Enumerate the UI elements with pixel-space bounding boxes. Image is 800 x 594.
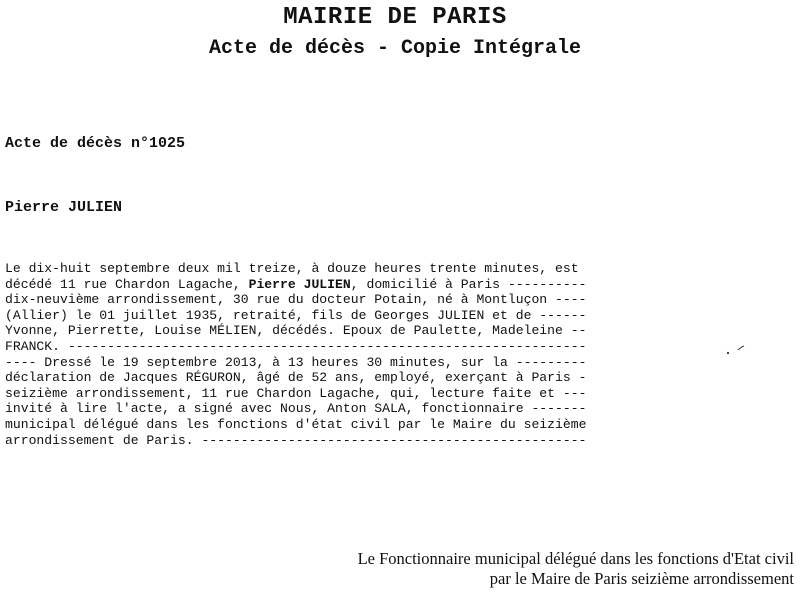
deceased-name: Pierre JULIEN — [5, 199, 123, 216]
body-line — [5, 386, 800, 402]
body-text-segment: seizième arrondissement, 11 rue Chardon Lagache, qui, lecture faite et --- — [5, 385, 587, 401]
body-line — [5, 370, 800, 386]
body-text-segment: Yvonne, Pierrette, Louise MÉLIEN, décédés. Epoux de Paulette, Madeleine -- — [5, 323, 587, 339]
page-title: MAIRIE DE PARIS — [283, 4, 507, 31]
body-text-segment: , domicilié à Paris ---------- — [350, 276, 587, 292]
body-line — [5, 261, 800, 277]
body-line — [5, 401, 800, 417]
body-name-emphasis: Pierre JULIEN — [248, 276, 351, 292]
certificate-body — [5, 261, 800, 448]
body-text-segment: FRANCK. ------------------------------------------------------------------ — [5, 338, 587, 354]
body-line — [5, 433, 800, 449]
body-line — [5, 277, 800, 293]
body-line — [5, 417, 800, 433]
document-subtitle: Acte de décès - Copie Intégrale — [208, 37, 582, 60]
body-text-segment: Le dix-huit septembre deux mil treize, à douze heures trente minutes, est — [5, 261, 579, 276]
act-number: Acte de décès n°1025 — [5, 135, 186, 152]
signature-block — [358, 549, 794, 589]
body-text-segment: municipal délégué dans les fonctions d'état civil par le Maire du seizième — [5, 416, 587, 432]
signature-line-1: Le Fonctionnaire municipal délégué dans les fonctions d'Etat civil — [357, 549, 794, 568]
body-line — [5, 339, 800, 355]
body-text-segment: déclaration de Jacques RÉGURON, âgé de 52 ans, employé, exerçant à Paris - — [5, 370, 587, 386]
signature-line-2: par le Maire de Paris seizième arrondissement — [489, 569, 794, 588]
body-line — [5, 292, 800, 308]
body-text-segment: ---- Dressé le 19 septembre 2013, à 13 heures 30 minutes, sur la --------- — [5, 354, 587, 370]
body-text-segment: invité à lire l'acte, a signé avec Nous, Anton SALA, fonctionnaire ------- — [5, 401, 587, 417]
body-text-segment: dix-neuvième arrondissement, 30 rue du docteur Potain, né à Montluçon ---- — [5, 292, 587, 308]
body-text-segment: (Allier) le 01 juillet 1935, retraité, fils de Georges JULIEN et de ------ — [5, 307, 587, 323]
body-line — [5, 355, 800, 371]
body-line — [5, 323, 800, 339]
body-line — [5, 308, 800, 324]
body-text-segment: arrondissement de Paris. ------------------------------------------------- — [5, 432, 587, 448]
body-text-segment: décédé 11 rue Chardon Lagache, — [5, 276, 249, 292]
stray-ink-mark — [724, 344, 746, 356]
